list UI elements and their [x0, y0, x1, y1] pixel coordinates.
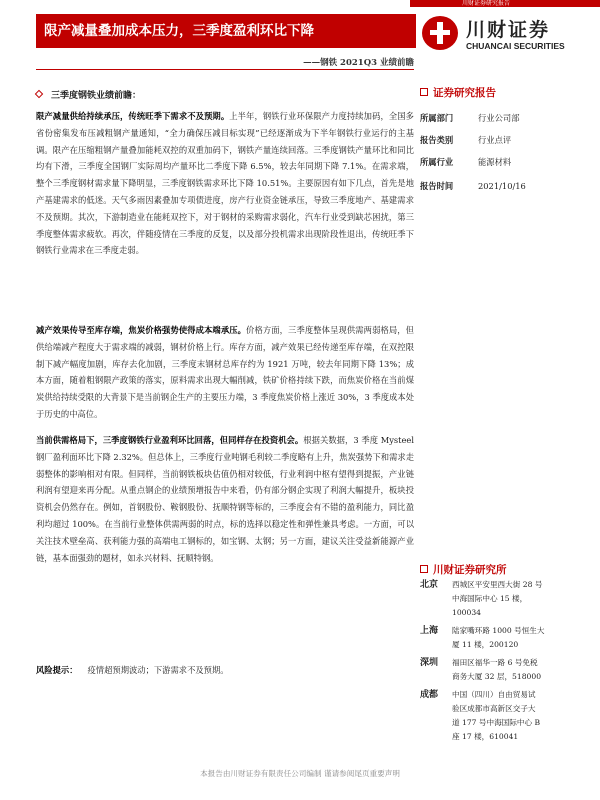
logo-chinese-name: 川财证券 [466, 19, 551, 41]
address-line: 中海国际中心 15 楼， [452, 594, 528, 603]
paragraph-inventory-cost [36, 322, 414, 423]
institute-heading-text: 川财证券研究所 [433, 564, 507, 576]
page-footer: 本报告由川财证券有限责任公司编制 谨请参阅尾页重要声明 [200, 769, 400, 778]
risk-text: 疫情超预期波动；下游需求不及预期。 [87, 665, 229, 675]
meta-key: 所属部门 [420, 113, 454, 123]
square-bullet-icon [420, 565, 428, 573]
address-shenzhen [420, 656, 590, 684]
paragraph-body: 根据关数据，3 季度 Mysteel 钢厂盈利面环比下降 2.32%。但总体上，三季度行业吨钢毛利较二季度略有上升，焦炭强势下和需求走弱整体的影响相对有限。但同样，当前钢铁板块估值仍相对较低，行业利润中枢有望得到提振，产业链利润有望迎来再分配。从重点钢企的业绩预增报告中来看，仍有部分钢企实现了利润大幅提升，板块投资机会仍然存在。例如，首钢股份、鞍钢股份、抚顺特钢等标的，三季度会有不错的盈利能力，同比盈利均超过 100%。在当前行业整体供需两弱的时点，标的选择以稳定性和弹性兼具考虑。一方面，可以关注技术壁垒高、获利能力强的高端电工钢标的，如宝钢、太钢；另一方面，建议关注受益新能源产业链，基本面强劲的题材，如永兴材料、抚顺特钢。 [36, 435, 414, 563]
meta-value: 行业点评 [478, 135, 512, 145]
risk-warning [36, 663, 414, 677]
meta-key: 所属行业 [420, 157, 454, 167]
address-city: 深圳 [420, 658, 439, 668]
address-line: 验区成都市高新区交子大 [452, 704, 536, 713]
address-beijing [420, 578, 590, 620]
risk-label: 风险提示： [36, 665, 78, 675]
subtitle-divider [36, 69, 414, 70]
header-strip-text: 川财证券研究报告 [462, 0, 511, 7]
paragraph-lead: 限产减量供给持续承压，传统旺季下需求不及预期。 [36, 111, 230, 121]
report-title: 限产减量叠加成本压力，三季度盈利环比下降 [44, 23, 314, 39]
meta-date [420, 180, 526, 192]
meta-value: 2021/10/16 [478, 181, 526, 191]
paragraph-lead: 减产效果传导至库存端，焦炭价格强势使得成本端承压。 [36, 325, 247, 335]
meta-value: 能源材料 [478, 157, 512, 167]
logo-emblem-icon [422, 16, 458, 50]
section-heading [36, 88, 141, 101]
address-line: 西城区平安里西大街 28 号 [452, 580, 543, 589]
logo-english-name: CHUANCAI SECURITIES [466, 41, 565, 51]
report-title-bar [36, 14, 416, 48]
paragraph-body: 上半年，钢铁行业环保限产力度持续加码，全国多省份密集发布压减粗钢产量通知，“全力确保压减目标实现”已经逐渐成为下半年钢铁行业运行的主基调。限产在压缩粗钢产量叠加能耗双控的双重加码下，钢铁产量连续回落。三季度钢铁产量环比和同比均有下滑，三季度全国钢厂实际周均产量环比二季度下降 6.5%，较去年同期下降 7.1%。在需求端，整个三季度钢材需求量下降明显，三季度钢铁需求环比下降 10.51%。主要原因有如下几点，首先是地产基建需求的低迷。天气多雨因素叠加专项债进度，房产行业资金链承压，导致三季度地产、基建需求不及预期。其次，下游制造业在能耗双控下，对于钢材的采购需求弱化，汽车行业受到缺芯困扰，第三季度整体需求疲软。再次，伴随疫情在三季度的反复，以及部分投机需求出现阶段性退出，传统旺季下钢铁行业需求在三季度走弱。 [36, 111, 414, 256]
address-line: 商务大厦 32 层，518000 [452, 672, 542, 681]
paragraph-body: 价格方面，三季度整体呈现供需两弱格局，但供给端减产程度大于需求端的减弱，钢材价格上行。库存方面，减产效果已经传递至库存端，在双控限制下减产幅度加剧，库存去化加剧，三季度末钢材总库存约为 1921 万吨，较去年同期下降 13%；成本方面，随着粗钢限产政策的落实，原料需求出现大幅削减，铁矿价格持续下跌，而焦炭价格在当前煤炭供给持续受限的大背景下是当前钢企生产的主要压力端，3 季度焦炭价格上涨近 30%，3 季度成本处于历史的中高位。 [36, 325, 414, 419]
address-city: 上海 [420, 626, 439, 636]
paragraph-supply-demand [36, 108, 414, 259]
paragraph-profit-opportunity [36, 432, 414, 566]
address-line: 座 17 楼，610041 [452, 732, 519, 741]
meta-key: 报告时间 [420, 181, 454, 191]
company-logo [422, 14, 572, 54]
address-line: 福田区福华一路 6 号免税 [452, 658, 538, 667]
address-line: 陆家嘴环路 1000 号恒生大 [452, 626, 545, 635]
address-line: 道 177 号中海国际中心 B [452, 718, 541, 727]
address-chengdu [420, 688, 590, 744]
address-city: 北京 [420, 580, 439, 590]
address-line: 中国（四川）自由贸易试 [452, 690, 536, 699]
paragraph-lead: 当前供需格局下，三季度钢铁行业盈利环比回落，但同样存在投资机会。 [36, 435, 304, 445]
meta-category [420, 134, 511, 146]
report-subtitle: ——钢铁 2021Q3 业绩前瞻 [303, 58, 414, 68]
address-shanghai [420, 624, 590, 652]
section-heading-text: 三季度钢铁业绩前瞻： [51, 91, 142, 101]
institute-heading [420, 562, 507, 577]
meta-department [420, 112, 520, 124]
report-type-heading-text: 证券研究报告 [433, 87, 496, 99]
header-accent-strip [410, 0, 600, 7]
address-city: 成都 [420, 690, 439, 700]
square-bullet-icon [420, 88, 428, 96]
report-type-heading [420, 85, 496, 100]
address-line: 厦 11 楼，200120 [452, 640, 519, 649]
meta-industry [420, 156, 511, 168]
address-line: 100034 [452, 608, 481, 617]
meta-key: 报告类别 [420, 135, 454, 145]
diamond-bullet-icon [35, 90, 43, 98]
meta-value: 行业公司部 [478, 113, 520, 123]
